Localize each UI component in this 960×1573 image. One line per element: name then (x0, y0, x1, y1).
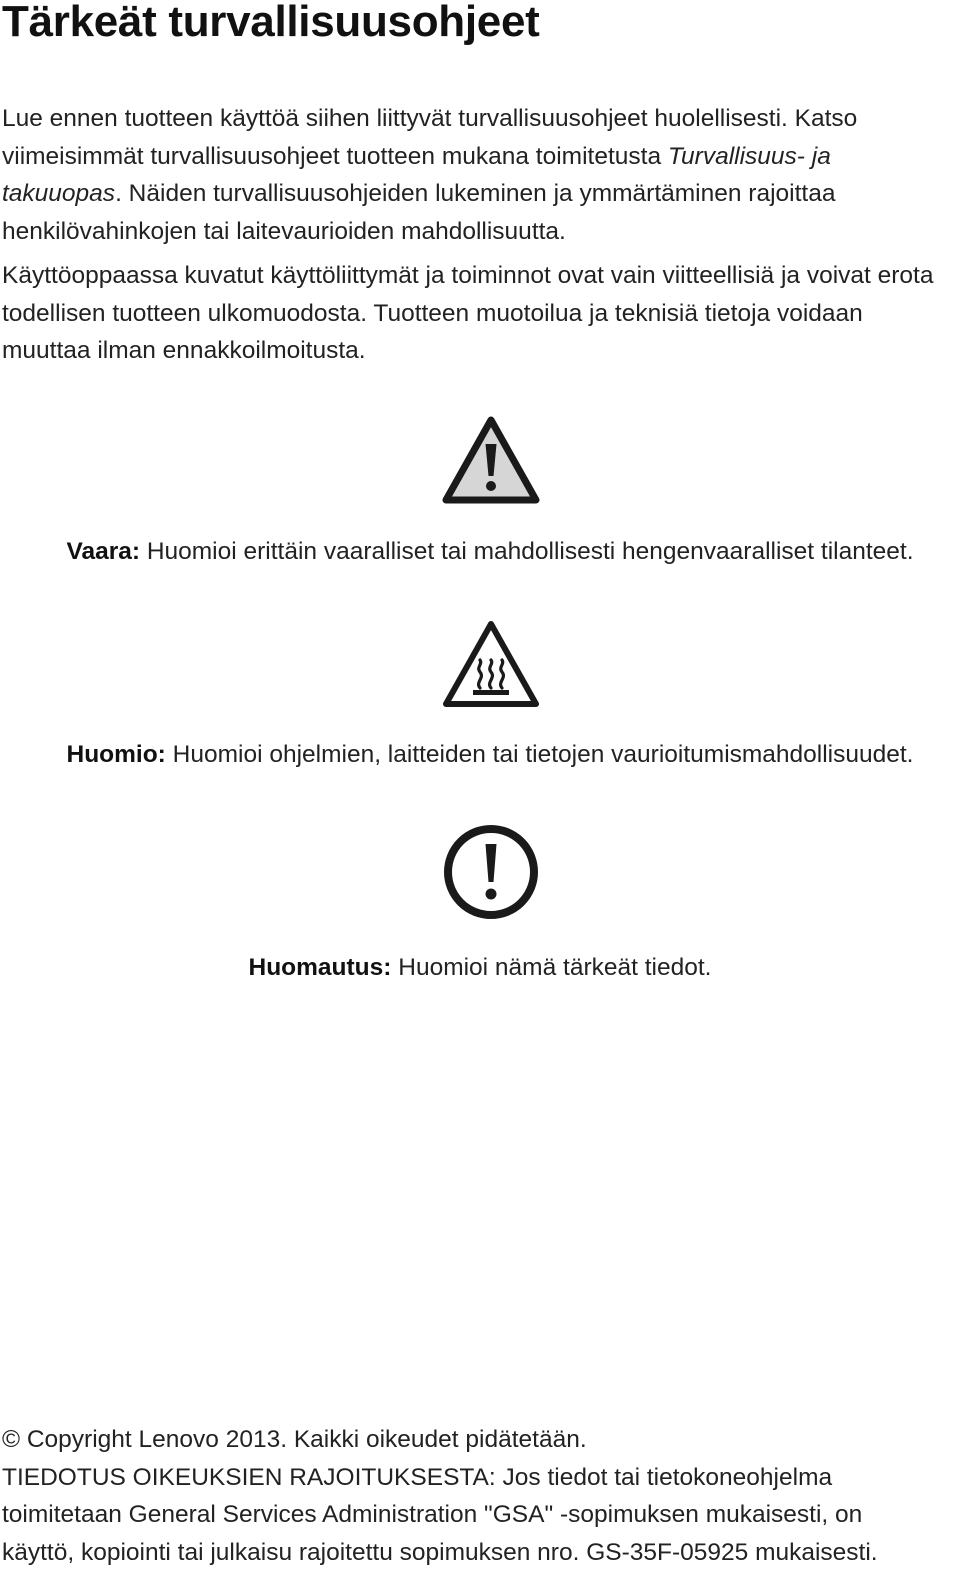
danger-label: Vaara: (66, 538, 141, 565)
intro-text-part2: . Näiden turvallisuusohjeiden lukeminen ja ymmärtäminen rajoittaa henkilövahinkojen tai laitevaurioiden mahdollisuutta. (2, 180, 836, 245)
intro-text-part1: Lue ennen tuotteen käyttöä siihen liittyvät turvallisuusohjeet huolellisesti. Katso viimeisimmät turvallisuusohjeet tuotteen mukana toimitetusta (2, 105, 858, 170)
warning-triangle-icon (441, 414, 541, 506)
restricted-rights-line-3: käyttö, kopiointi tai julkaisu rajoitettu sopimuksen nro. GS-35F-05925 mukaisesti. (2, 1538, 878, 1566)
disclaimer-paragraph: Käyttöoppaassa kuvatut käyttöliittymät ja toiminnot ovat vain viitteellisiä ja voivat erota todellisen tuotteen ulkomuodosta. Tuotteen muotoilua ja teknisiä tietoja voidaan muuttaa ilman ennakkoilmoitusta. (2, 262, 934, 364)
note-notice (0, 952, 960, 984)
danger-text: Huomioi erittäin vaaralliset tai mahdollisesti hengenvaaralliset tilanteet. (140, 538, 914, 565)
note-label: Huomautus: (248, 954, 392, 981)
footer (2, 1421, 958, 1571)
caution-text: Huomioi ohjelmien, laitteiden tai tietojen vaurioitumismahdollisuudet. (165, 741, 914, 768)
danger-notice (10, 536, 960, 568)
caution-label: Huomio: (66, 741, 166, 768)
page-title: Tärkeät turvallisuusohjeet (2, 0, 540, 46)
note-text: Huomioi nämä tärkeät tiedot. (391, 954, 712, 981)
restricted-rights-line-2: toimitetaan General Services Administration "GSA" -sopimuksen mukaisesti, on (2, 1501, 863, 1528)
intro-paragraph (2, 100, 952, 250)
copyright-line: © Copyright Lenovo 2013. Kaikki oikeudet pidätetään. (2, 1426, 587, 1453)
exclamation-circle-icon (441, 822, 541, 922)
restricted-rights-line-1: TIEDOTUS OIKEUKSIEN RAJOITUKSESTA: Jos tiedot tai tietokoneohjelma (2, 1463, 833, 1491)
guide-name: Turvallisuus- ja takuuopas (2, 142, 831, 207)
hot-surface-icon (441, 618, 541, 710)
caution-notice (10, 739, 960, 771)
